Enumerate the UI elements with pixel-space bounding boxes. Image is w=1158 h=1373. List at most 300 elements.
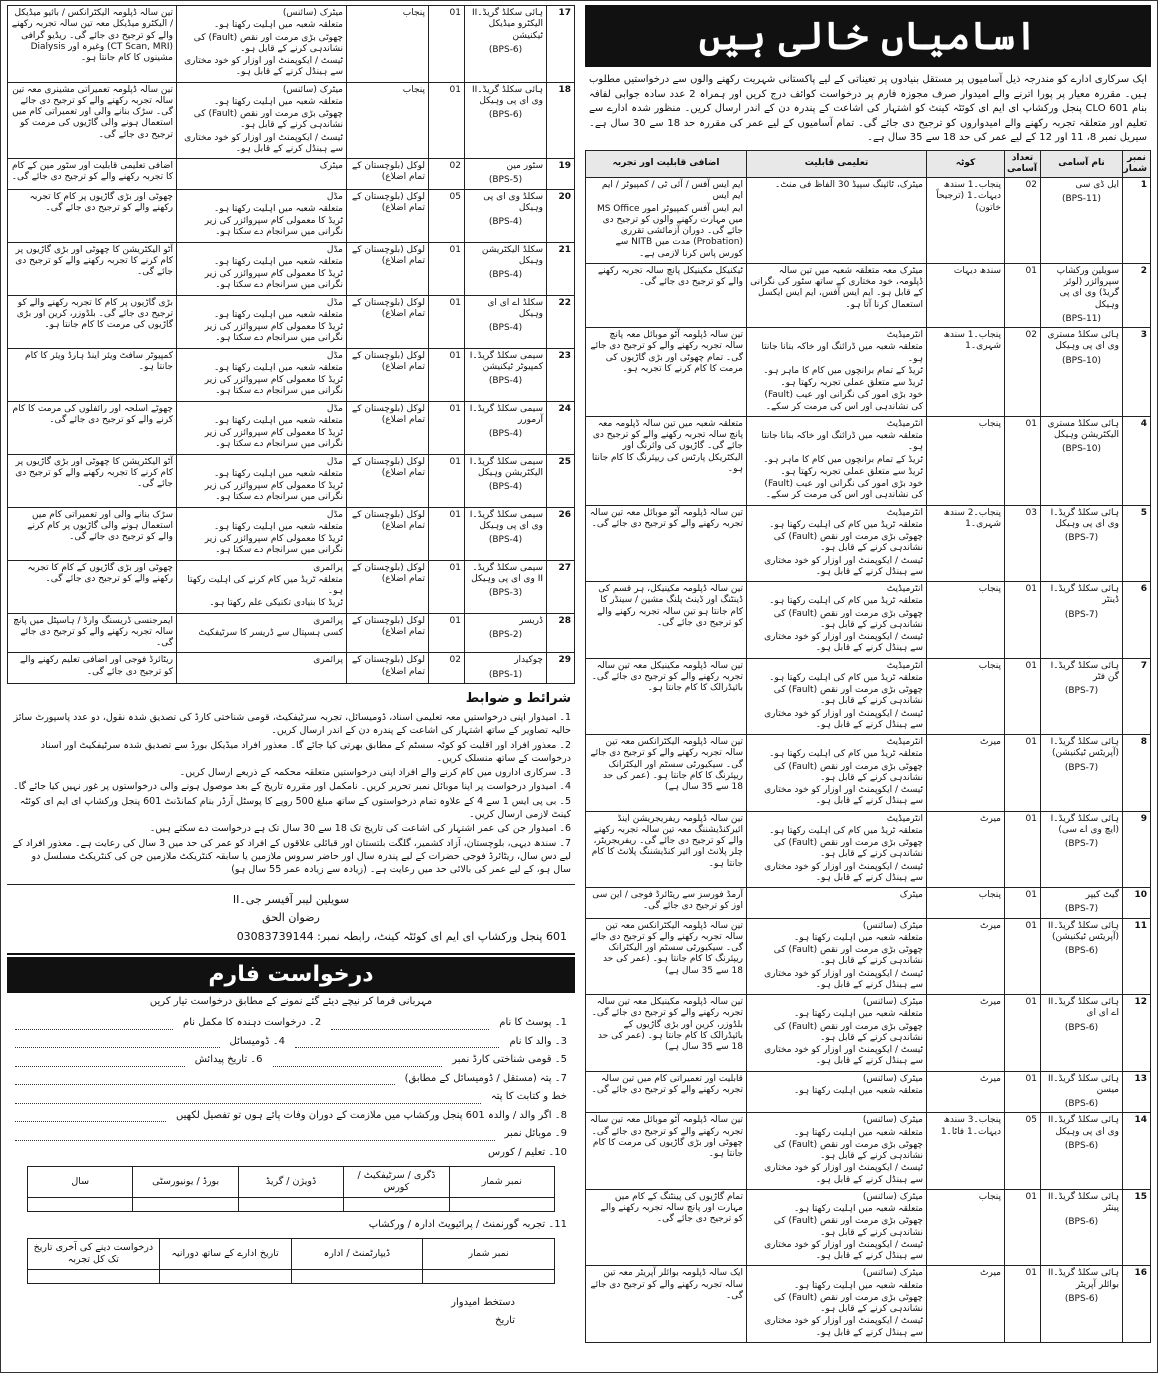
postal-address-label: خط و کتابت کا پتہ bbox=[490, 1091, 567, 1103]
experience-line: ایک سالہ ڈپلومہ بوائلر آپریٹر معہ تین سالہ تجربہ رکھنے والے کو ترجیح دی جائے گی۔ bbox=[590, 1268, 743, 1301]
serial-number: 6 bbox=[1123, 582, 1151, 659]
table-row bbox=[586, 582, 1151, 659]
experience-line: قابلیت اور تعمیراتی کام میں تین سالہ تجربہ رکھنے والے کو ترجیح دی جائے گی۔ bbox=[591, 1073, 743, 1095]
father-name-field[interactable] bbox=[295, 1036, 500, 1048]
bps-scale: (BPS-4) bbox=[488, 535, 523, 545]
experience-cell bbox=[8, 401, 177, 454]
candidate-signature-label: دستخط امیدوار bbox=[451, 1297, 515, 1309]
form-row bbox=[7, 1088, 575, 1107]
post-name: ہائی سکلڈ گریڈ۔II الیکٹرو میڈیکل ٹیکنیشن bbox=[471, 8, 543, 41]
form-row bbox=[7, 1144, 575, 1163]
education-cell bbox=[747, 888, 927, 919]
jobs-table-left bbox=[7, 5, 575, 684]
quota-cell: لوکل (بلوچستان کے تمام اضلاع) bbox=[347, 401, 429, 454]
post-count: 01 bbox=[1005, 995, 1041, 1072]
header-no: نمبر شمار bbox=[1123, 150, 1151, 178]
table-row bbox=[8, 6, 575, 83]
table-row bbox=[586, 658, 1151, 735]
post-name-cell bbox=[465, 189, 547, 242]
post-count: 01 bbox=[1005, 1071, 1041, 1113]
father-name-label: 3۔ والد کا نام bbox=[509, 1035, 567, 1047]
serial-number: 17 bbox=[547, 6, 575, 83]
experience-line: آرمڈ فورسز سے ریٹائرڈ فوجی / این سی اوز کو ترجیح دی جائے گی۔ bbox=[592, 890, 743, 912]
experience-cell bbox=[586, 505, 747, 582]
edu-col-header: بورڈ / یونیورسٹی bbox=[133, 1167, 238, 1198]
edu-cell[interactable] bbox=[238, 1197, 343, 1211]
education-line: ٹریڈ کا معمولی کام سپروائزر کی زیر نگرانی میں سرانجام دے سکتا ہو۔ bbox=[204, 375, 343, 397]
post-name-cell bbox=[1041, 178, 1123, 264]
education-line: متعلقہ شعبہ میں اہلیت رکھتا ہو۔ bbox=[794, 932, 923, 943]
experience-line: ایم ایس آفس / آئی ٹی / کمپیوٹر / ایم ایم ایس bbox=[601, 180, 743, 202]
post-name: ہائی سکلڈ گریڈ۔II وی ای پی وہیکل bbox=[471, 84, 543, 106]
bps-scale: (BPS-10) bbox=[1061, 355, 1102, 366]
quota-cell: پنجاب۔1 سندھ دیہات۔1 (ترجیحاً خاتون) bbox=[927, 178, 1005, 264]
experience-line: تین سالہ ڈپلومہ الیکٹرانکس معہ تین سالہ تجربہ رکھنے والے کو ترجیح دی جائے گی۔ سیکیورٹی سسٹم اور الیکٹرانک ریپئرنگ کا کام جانتا ہو۔ (عمر کی حد 18 سے 35 سال ہے) bbox=[590, 737, 743, 792]
post-name: ہائی سکلڈ گریڈ۔II بوائلر آپریٹر bbox=[1047, 1268, 1119, 1290]
experience-cell bbox=[586, 1113, 747, 1190]
serial-number: 24 bbox=[547, 401, 575, 454]
terms-item: 6۔ امیدوار جن کی عمر اشتہار کی اشاعت کی تاریخ تک 18 سے 30 سال تک ہے درخواست دے سکتے ہیں۔ bbox=[149, 823, 571, 835]
education-line: ٹریڈ کا معمولی کام سپروائزر کی زیر نگرانی میں سرانجام دے سکتا ہو۔ bbox=[204, 534, 343, 556]
table-row bbox=[586, 995, 1151, 1072]
experience-cell bbox=[586, 888, 747, 919]
education-line: متعلقہ شعبہ میں ڈرائنگ اور خاکہ بنانا جانتا ہو۔ bbox=[761, 431, 923, 453]
post-name-cell bbox=[1041, 1189, 1123, 1266]
post-count: 05 bbox=[1005, 1113, 1041, 1190]
experience-line: متعلقہ شعبہ میں تین سالہ ڈپلومہ معہ پانچ سالہ تجربہ رکھنے والے کو ترجیح دی جائے گی۔ گاڑیوں کی وائرنگ اور الیکٹریکل پارٹس کی ریپئرنگ کا کام جانتا ہو۔ bbox=[591, 418, 743, 474]
experience-cell bbox=[586, 178, 747, 264]
signature-block bbox=[7, 885, 575, 955]
serial-number: 27 bbox=[547, 560, 575, 613]
experience-cell bbox=[8, 159, 177, 190]
education-line: انٹرمیڈیٹ bbox=[886, 813, 923, 824]
education-line: ٹریڈ کا معمولی کام سپروائزر کی زیر نگرانی میں سرانجام دے سکتا ہو۔ bbox=[204, 481, 343, 503]
table-row bbox=[8, 613, 575, 653]
education-line: ٹیسٹ / ایکوپمنٹ اور اوزار کو خود مختاری سے ہینڈل کرنے کے قابل ہو۔ bbox=[764, 708, 923, 730]
dob-label: 6۔ تاریخ پیدائش bbox=[194, 1054, 263, 1066]
education-line: متعلقہ شعبہ میں اہلیت رکھتا ہو۔ bbox=[214, 256, 343, 267]
experience-cell bbox=[8, 6, 177, 83]
serial-number: 1 bbox=[1123, 178, 1151, 264]
edu-col-header: ڈویژن / گریڈ bbox=[238, 1167, 343, 1198]
education-line: ٹیسٹ / ایکوپمنٹ اور اوزار کو خود مختاری سے ہینڈل کرنے کے قابل ہو۔ bbox=[764, 1163, 923, 1185]
quota-cell: میرٹ bbox=[927, 1266, 1005, 1343]
post-name-cell bbox=[1041, 263, 1123, 327]
post-name: ہائی سکلڈ مستری وی ای پی وہیکل bbox=[1047, 330, 1119, 352]
post-name: ڈریسر bbox=[519, 615, 543, 626]
header-post: نام آسامی bbox=[1041, 150, 1123, 178]
post-name-field[interactable] bbox=[331, 1018, 489, 1030]
education-line: متعلقہ شعبہ میں اہلیت رکھتا ہو۔ bbox=[214, 20, 343, 31]
education-line: متعلقہ ٹریڈ میں کام کی اہلیت رکھتا ہو۔ bbox=[769, 749, 923, 760]
post-count: 01 bbox=[429, 560, 465, 613]
post-count: 01 bbox=[1005, 811, 1041, 888]
post-name: سکلڈ الیکٹریشن وہیکل bbox=[481, 244, 543, 266]
quota-cell: پنجاب bbox=[927, 1189, 1005, 1266]
experience-cell bbox=[586, 811, 747, 888]
education-line: متعلقہ شعبہ میں اہلیت رکھتا ہو۔ bbox=[214, 468, 343, 479]
serial-number: 3 bbox=[1123, 328, 1151, 417]
left-column bbox=[7, 5, 575, 1366]
education-line: مڈل bbox=[326, 403, 343, 414]
exp-col-header: درخواست دینے کی آخری تاریخ تک کل تجربہ bbox=[28, 1239, 160, 1270]
experience-line: تین سالہ ڈپلومہ آٹو موبائل معہ پانچ سالہ تجربہ رکھنے والے کو ترجیح دی جائے گی۔ تمام چھوٹی اور بڑی گاڑیوں کی مرمت کا کام کرنے کا تجربہ ہو۔ bbox=[590, 330, 743, 374]
table-row bbox=[586, 263, 1151, 327]
table-row bbox=[8, 507, 575, 560]
education-line: میٹرک (سائنس) bbox=[862, 997, 923, 1007]
education-line: انٹرمیڈیٹ bbox=[886, 507, 923, 518]
domicile-label: 4۔ ڈومیسائل bbox=[229, 1035, 285, 1047]
experience-cell bbox=[586, 328, 747, 417]
experience-line: تین سالہ ڈپلومہ آٹو موبائل معہ تین سالہ تجربہ رکھنے والے کو ترجیح دی جائے گی۔ چھوٹی اور بڑی گاڑیوں کی مرمت کا کام جانتا ہو۔ bbox=[589, 1115, 743, 1159]
post-count: 01 bbox=[1005, 582, 1041, 659]
post-name-cell bbox=[465, 653, 547, 684]
parent-service-field[interactable] bbox=[15, 1110, 166, 1122]
education-line: چھوٹی بڑی مرمت اور نقص (Fault) کی نشاندہی کرنے کے قابل ہو۔ bbox=[773, 1216, 923, 1238]
table-row bbox=[586, 1071, 1151, 1113]
education-line: میٹرک (سائنس) bbox=[862, 920, 923, 931]
quota-cell: پنجاب bbox=[927, 416, 1005, 505]
experience-line: تمام گاڑیوں کی پینٹنگ کے کام میں مہارت اور پانچ سالہ تجربہ رکھنے والے کو ترجیح دی جائے گی۔ bbox=[600, 1191, 743, 1225]
serial-number: 28 bbox=[547, 613, 575, 653]
terms-item: 2۔ معذور افراد اور اقلیت کو کوٹہ سسٹم کے مطابق بھرتی کیا جائے گا۔ معذور افراد میڈیکل بورڈ سے تصدیق شدہ سرٹیفکیٹ اور اسناد درخواست کے ساتھ منسلک کریں۔ bbox=[40, 739, 571, 764]
table-row bbox=[8, 348, 575, 401]
post-name: ہائی سکلڈ گریڈ۔I (ایچ وی اے سی) bbox=[1050, 813, 1119, 835]
education-line: ٹریڈ سے متعلق عملی تجربہ رکھتا ہو۔ bbox=[780, 466, 923, 477]
mobile-label: 9۔ موبائل نمبر bbox=[504, 1128, 567, 1140]
edu-cell[interactable] bbox=[449, 1197, 554, 1211]
form-row bbox=[7, 1014, 575, 1033]
serial-number: 19 bbox=[547, 159, 575, 190]
bps-scale: (BPS-11) bbox=[1061, 194, 1102, 205]
post-name-cell bbox=[465, 401, 547, 454]
experience-line: تین سالہ ڈپلومہ الیکٹرانکس / بائیو میڈیکل / الیکٹرو میڈیکل معہ تین سالہ تجربہ رکھنے والے کو ترجیح دی جائے گی۔ ریڈیو گرافی (CT Scan, MRI) وغیرہ اور Dialysis مشینوں کا کام جانتا ہو۔ bbox=[11, 8, 173, 63]
education-line: متعلقہ شعبہ میں اہلیت رکھتا ہو۔ bbox=[794, 1204, 923, 1214]
education-line: میٹرک bbox=[899, 890, 923, 900]
quota-cell: پنجاب bbox=[927, 582, 1005, 659]
quota-cell: لوکل (بلوچستان کے تمام اضلاع) bbox=[347, 295, 429, 348]
edu-cell[interactable] bbox=[133, 1197, 238, 1211]
post-name-cell bbox=[1041, 328, 1123, 417]
domicile-field[interactable] bbox=[15, 1036, 220, 1048]
education-label: 10۔ تعلیم / کورس bbox=[487, 1146, 567, 1158]
header-edu: تعلیمی قابلیت bbox=[747, 150, 927, 178]
education-line: چھوٹی بڑی مرمت اور نقص (Fault) کی نشاندہی کرنے کے قابل ہو۔ bbox=[773, 838, 923, 860]
bps-scale: (BPS-4) bbox=[488, 482, 523, 492]
post-name: ہائی سکلڈ گریڈ۔I گن فٹر bbox=[1050, 660, 1119, 682]
experience-cell bbox=[586, 416, 747, 505]
postal-address-field[interactable] bbox=[15, 1092, 481, 1104]
post-name-cell bbox=[1041, 811, 1123, 888]
post-name: ہائی سکلڈ گریڈ۔I وی ای پی وہیکل bbox=[1050, 507, 1119, 529]
education-cell bbox=[747, 505, 927, 582]
signatory-address: 601 پنجل ورکشاپ ای ایم ای کوئٹہ کینٹ، رابطہ نمبر: 03083739144 bbox=[236, 929, 567, 943]
post-name: گیٹ کیپر bbox=[1085, 890, 1119, 900]
application-form-subtitle: مہربانی فرما کر نیچے دیئے گئے نمونے کے مطابق درخواست تیار کریں bbox=[149, 995, 433, 1007]
serial-number: 4 bbox=[1123, 416, 1151, 505]
education-line: میٹرک معہ متعلقہ شعبہ میں تین سالہ ڈپلومہ، خود مختاری کے ساتھ سٹور کی نگرانی کے قابل ہو۔ ایم ایس آفس، ایم ایس ایکسل استعمال کرنا آتا ہو۔ bbox=[750, 265, 923, 310]
post-count: 01 bbox=[429, 401, 465, 454]
exp-col-header: ڈیپارٹمنٹ / ادارہ bbox=[291, 1239, 423, 1270]
education-line: مڈل bbox=[326, 297, 343, 308]
cnic-field[interactable] bbox=[273, 1055, 443, 1067]
education-cell bbox=[747, 995, 927, 1072]
experience-cell bbox=[8, 295, 177, 348]
education-line: خود بڑی امور کی نگرانی اور عیب (Fault) کی نشاندہی اور اس کی مرمت کر سکے۔ bbox=[764, 479, 923, 501]
education-cell bbox=[747, 811, 927, 888]
bps-scale: (BPS-7) bbox=[1064, 686, 1099, 696]
experience-cell bbox=[586, 995, 747, 1072]
table-row bbox=[586, 735, 1151, 812]
education-line: مڈل bbox=[326, 509, 343, 520]
parent-service-label: 8۔ اگر والد / والدہ 601 پنجل ورکشاپ میں ملازمت کے دوران وفات پائے ہوں تو تفصیل لکھیں bbox=[175, 1109, 567, 1121]
education-line: میٹرک (سائنس) bbox=[862, 1115, 923, 1126]
post-name: سیمی سکلڈ گریڈ۔I وی ای پی وہیکل bbox=[469, 509, 543, 531]
table-row bbox=[586, 505, 1151, 582]
education-line: چھوٹی بڑی مرمت اور نقص (Fault) کی نشاندہی کرنے کے قابل ہو۔ bbox=[193, 109, 343, 131]
post-count: 01 bbox=[429, 82, 465, 159]
education-line: متعلقہ ٹریڈ میں کام کی اہلیت رکھتا ہو۔ bbox=[769, 519, 923, 530]
signature-area bbox=[7, 1288, 575, 1330]
education-line: متعلقہ شعبہ میں اہلیت رکھتا ہو۔ bbox=[794, 1127, 923, 1138]
education-line: ٹیسٹ / ایکوپمنٹ اور اوزار کو خود مختاری سے ہینڈل کرنے کے قابل ہو۔ bbox=[764, 968, 923, 990]
post-name-cell bbox=[1041, 888, 1123, 919]
exp-cell[interactable] bbox=[423, 1270, 555, 1284]
post-name: ہائی سکلڈ گریڈ۔II پینٹر bbox=[1047, 1191, 1119, 1213]
education-cell bbox=[747, 658, 927, 735]
edu-col-header: سال bbox=[28, 1167, 133, 1198]
form-row bbox=[7, 1051, 575, 1070]
education-line: چھوٹی بڑی مرمت اور نقص (Fault) کی نشاندہی کرنے کے قابل ہو۔ bbox=[773, 761, 923, 783]
post-name: ایل ڈی سی bbox=[1075, 180, 1119, 190]
experience-cell bbox=[8, 189, 177, 242]
post-count: 01 bbox=[429, 507, 465, 560]
quota-cell: لوکل (بلوچستان کے تمام اضلاع) bbox=[347, 159, 429, 190]
education-cell bbox=[177, 348, 347, 401]
experience-line: تین سالہ ڈپلومہ مکینیکل معہ تین سالہ تجربہ رکھنے والے کو ترجیح دی جائے گی۔ بائیڈرالک کا کام جانتا ہو۔ bbox=[591, 660, 743, 693]
experience-cell bbox=[8, 613, 177, 653]
signatory-name: رضوان الحق bbox=[262, 911, 320, 925]
post-name-cell bbox=[1041, 918, 1123, 995]
experience-line: اضافی تعلیمی قابلیت اور سٹور مین کے کام کا تجربہ رکھنے والے کو ترجیح دی جائے گی۔ bbox=[11, 161, 173, 183]
education-line: ٹریڈ کے تمام برانچوں میں کام کا ماہر ہو۔ bbox=[763, 454, 923, 465]
post-name: ہائی سکلڈ گریڈ۔I (آپریٹس ٹیکنیشن) bbox=[1050, 737, 1119, 759]
experience-label: 11۔ تجربہ گورنمنٹ / پرائیویٹ ادارہ / ورکشاپ bbox=[368, 1218, 567, 1230]
post-name-cell bbox=[465, 348, 547, 401]
table-row bbox=[586, 328, 1151, 417]
post-name-cell bbox=[1041, 1113, 1123, 1190]
experience-line: بڑی گاڑیوں پر کام کا تجربہ رکھنے والے کو ترجیح دی جائے گی۔ بلڈوزر، کرین اور بڑی گاڑیوں کی مرمت کا کام جانتا ہو۔ bbox=[16, 297, 173, 330]
post-name-cell bbox=[465, 242, 547, 295]
table-row bbox=[8, 560, 575, 613]
table-row bbox=[8, 242, 575, 295]
post-name-cell bbox=[1041, 1266, 1123, 1343]
education-line: انٹرمیڈیٹ bbox=[886, 660, 923, 671]
quota-cell: میرٹ bbox=[927, 735, 1005, 812]
post-name-cell bbox=[1041, 658, 1123, 735]
table-row bbox=[586, 811, 1151, 888]
education-line: متعلقہ شعبہ میں اہلیت رکھتا ہو۔ bbox=[214, 309, 343, 320]
bps-scale: (BPS-7) bbox=[1064, 904, 1099, 915]
post-name: سکلڈ اے ای ای وہیکل bbox=[487, 297, 543, 319]
serial-number: 11 bbox=[1123, 918, 1151, 995]
edu-col-header: نمبر شمار bbox=[449, 1167, 554, 1198]
jobs-body-left bbox=[8, 6, 575, 684]
education-line: چھوٹی بڑی مرمت اور نقص (Fault) کی نشاندہی کرنے کے قابل ہو۔ bbox=[773, 1021, 923, 1043]
education-line: پرائمری bbox=[313, 615, 343, 626]
post-name-cell bbox=[465, 507, 547, 560]
post-count: 02 bbox=[429, 159, 465, 190]
applicant-name-field[interactable] bbox=[15, 1018, 173, 1030]
quota-cell: پنجاب۔2 سندھ شہری۔1 bbox=[927, 505, 1005, 582]
quota-cell: لوکل (بلوچستان کے تمام اضلاع) bbox=[347, 242, 429, 295]
address-field[interactable] bbox=[15, 1073, 395, 1085]
education-line: ٹیسٹ / ایکوپمنٹ اور اوزار کو خود مختاری سے ہینڈل کرنے کے قابل ہو۔ bbox=[764, 861, 923, 883]
post-name-cell bbox=[465, 560, 547, 613]
edu-cell[interactable] bbox=[344, 1197, 449, 1211]
education-line: مڈل bbox=[326, 191, 343, 202]
form-row bbox=[7, 1125, 575, 1144]
table-row bbox=[8, 159, 575, 190]
dob-field[interactable] bbox=[15, 1055, 185, 1067]
form-row bbox=[7, 1033, 575, 1052]
post-count: 01 bbox=[1005, 416, 1041, 505]
edu-col-header: ڈگری / سرٹیفکیٹ / کورس bbox=[344, 1167, 449, 1198]
education-line: متعلقہ شعبہ میں اہلیت رکھتا ہو۔ bbox=[214, 415, 343, 426]
education-cell bbox=[747, 1113, 927, 1190]
table-row bbox=[8, 295, 575, 348]
bps-scale: (BPS-3) bbox=[488, 588, 523, 598]
post-name: سویلین ورکشاپ سپروائزر (لوئر گریڈ) وی ای پی وہیکل bbox=[1056, 265, 1119, 310]
post-name: ہائی سکلڈ گریڈ۔II میسن bbox=[1047, 1073, 1119, 1095]
experience-cell bbox=[586, 918, 747, 995]
serial-number: 16 bbox=[1123, 1266, 1151, 1343]
bps-scale: (BPS-6) bbox=[1064, 1293, 1099, 1304]
education-table bbox=[27, 1166, 555, 1212]
table-row bbox=[8, 454, 575, 507]
experience-cell bbox=[8, 454, 177, 507]
post-count: 01 bbox=[1005, 735, 1041, 812]
serial-number: 8 bbox=[1123, 735, 1151, 812]
experience-line: کمپیوٹر سافٹ ویئر اینڈ ہارڈ ویئر کا کام جانتا ہو۔ bbox=[25, 350, 173, 372]
exp-col-header: نمبر شمار bbox=[423, 1239, 555, 1270]
education-line: ٹریڈ کے تمام برانچوں میں کام کا ماہر ہو۔ bbox=[763, 365, 923, 376]
bps-scale: (BPS-6) bbox=[1064, 1140, 1099, 1151]
quota-cell: میرٹ bbox=[927, 811, 1005, 888]
education-line: چھوٹی بڑی مرمت اور نقص (Fault) کی نشاندہی کرنے کے قابل ہو۔ bbox=[773, 608, 923, 630]
bps-scale: (BPS-6) bbox=[1064, 1022, 1099, 1033]
education-line: متعلقہ شعبہ میں اہلیت رکھتا ہو۔ bbox=[214, 203, 343, 214]
post-name-cell bbox=[1041, 995, 1123, 1072]
table-row bbox=[586, 888, 1151, 919]
education-cell bbox=[177, 189, 347, 242]
bps-scale: (BPS-5) bbox=[488, 175, 523, 186]
applicant-name-label: 2۔ درخواست دہندہ کا مکمل نام bbox=[183, 1017, 322, 1029]
education-line: چھوٹی بڑی مرمت اور نقص (Fault) کی نشاندہی کرنے کے قابل ہو۔ bbox=[773, 1292, 923, 1314]
experience-line: چھوٹے اسلحہ اور رائفلوں کی مرمت کا کام کرنے والے کو ترجیح دی جائے گی۔ bbox=[12, 403, 173, 425]
serial-number: 7 bbox=[1123, 658, 1151, 735]
terms-title: شرائط و ضوابط bbox=[465, 690, 571, 706]
experience-line: ایم ایس آفس کمپیوٹر امور MS Office میں مہارت رکھنے والوں کو ترجیح دی جائے گی۔ دوران آزمائشی تقرری (Probation) مدت میں NITB سے کورس پاس کرنا لازمی ہے۔ bbox=[596, 203, 743, 259]
post-count: 01 bbox=[1005, 888, 1041, 919]
education-line: ٹیسٹ / ایکوپمنٹ اور اوزار کو خود مختاری سے ہینڈل کرنے کے قابل ہو۔ bbox=[184, 132, 343, 154]
education-line: ٹیسٹ / ایکوپمنٹ اور اوزار کو خود مختاری سے ہینڈل کرنے کے قابل ہو۔ bbox=[764, 632, 923, 654]
bps-scale: (BPS-6) bbox=[488, 44, 523, 55]
quota-cell: میرٹ bbox=[927, 1071, 1005, 1113]
education-cell bbox=[747, 1266, 927, 1343]
page-banner bbox=[585, 5, 1151, 67]
post-name-label: 1۔ پوسٹ کا نام bbox=[499, 1017, 567, 1029]
right-column bbox=[585, 5, 1151, 1366]
bps-scale: (BPS-6) bbox=[488, 110, 523, 120]
exp-cell[interactable] bbox=[28, 1270, 160, 1284]
quota-cell: میرٹ bbox=[927, 918, 1005, 995]
serial-number: 26 bbox=[547, 507, 575, 560]
exp-cell[interactable] bbox=[159, 1270, 291, 1284]
education-cell bbox=[747, 735, 927, 812]
education-line: متعلقہ شعبہ میں اہلیت رکھتا ہو۔ bbox=[794, 1009, 923, 1020]
post-name-cell bbox=[465, 159, 547, 190]
bps-scale: (BPS-7) bbox=[1064, 533, 1099, 543]
bps-scale: (BPS-4) bbox=[488, 376, 523, 386]
form-row bbox=[7, 1070, 575, 1089]
experience-cell bbox=[8, 82, 177, 159]
bps-scale: (BPS-7) bbox=[1064, 762, 1099, 773]
form-row bbox=[7, 1216, 575, 1235]
experience-line: تین سالہ ڈپلومہ آٹو موبائل معہ تین سالہ تجربہ رکھنے والے کو ترجیح دی جائے گی۔ bbox=[589, 507, 743, 529]
education-line: چھوٹی بڑی مرمت اور نقص (Fault) کی نشاندہی کرنے کے قابل ہو۔ bbox=[773, 685, 923, 707]
education-cell bbox=[747, 1071, 927, 1113]
experience-cell bbox=[586, 1189, 747, 1266]
serial-number: 10 bbox=[1123, 888, 1151, 919]
post-name-cell bbox=[1041, 505, 1123, 582]
post-count: 02 bbox=[1005, 178, 1041, 264]
education-cell bbox=[177, 454, 347, 507]
post-name: سیمی سکلڈ گریڈ۔I کمپیوٹر ٹیکنیشن bbox=[469, 350, 543, 372]
experience-line: تین سالہ ڈپلومہ ریفریجریشن اینڈ ائیرکنڈیشننگ معہ تین سالہ تجربہ رکھنے والے کو ترجیح دی جائے گی۔ ریفریجریٹر، چلر پلانٹ اور ائیر کنڈیشننگ پلانٹ کا کام جانتا ہو۔ bbox=[591, 813, 743, 869]
bps-scale: (BPS-11) bbox=[1061, 313, 1102, 324]
header-quota: کوٹہ bbox=[927, 150, 1005, 178]
post-count: 01 bbox=[429, 613, 465, 653]
post-count: 01 bbox=[1005, 918, 1041, 995]
education-line: خود بڑی امور کی نگرانی اور عیب (Fault) کی نشاندہی اور اس کی مرمت کر سکے۔ bbox=[764, 390, 923, 412]
bps-scale: (BPS-4) bbox=[488, 270, 523, 280]
post-name-cell bbox=[465, 613, 547, 653]
edu-cell[interactable] bbox=[28, 1197, 133, 1211]
post-count: 02 bbox=[1005, 328, 1041, 417]
serial-number: 25 bbox=[547, 454, 575, 507]
education-line: ٹیسٹ / ایکوپمنٹ اور اوزار کو خود مختاری سے ہینڈل کرنے کے قابل ہو۔ bbox=[764, 1239, 923, 1261]
quota-cell: پنجاب bbox=[927, 658, 1005, 735]
education-line: متعلقہ ٹریڈ میں کام کی اہلیت رکھتا ہو۔ bbox=[769, 825, 923, 836]
mobile-field[interactable] bbox=[15, 1129, 495, 1141]
post-name-cell bbox=[1041, 582, 1123, 659]
education-cell bbox=[177, 560, 347, 613]
education-line: ٹیسٹ / ایکوپمنٹ اور اوزار کو خود مختاری سے ہینڈل کرنے کے قابل ہو۔ bbox=[764, 1045, 923, 1067]
post-name: سکلڈ وی ای پی وہیکل bbox=[483, 191, 543, 213]
education-line: مڈل bbox=[326, 244, 343, 255]
education-line: ٹیسٹ / ایکوپمنٹ اور اوزار کو خود مختاری سے ہینڈل کرنے کے قابل ہو۔ bbox=[184, 56, 343, 78]
exp-cell[interactable] bbox=[291, 1270, 423, 1284]
quota-cell: لوکل (بلوچستان کے تمام اضلاع) bbox=[347, 348, 429, 401]
quota-cell: لوکل (بلوچستان کے تمام اضلاع) bbox=[347, 507, 429, 560]
education-line: میٹرک، ٹائپنگ سپیڈ 30 الفاظ فی منٹ۔ bbox=[774, 180, 923, 190]
experience-cell bbox=[8, 653, 177, 684]
exp-col-header: تاریخ ادارے کے ساتھ دورانیہ bbox=[159, 1239, 291, 1270]
education-line: متعلقہ ٹریڈ میں کام کی اہلیت رکھتا ہو۔ bbox=[769, 672, 923, 683]
education-line: انٹرمیڈیٹ bbox=[886, 418, 923, 429]
bps-scale: (BPS-10) bbox=[1061, 444, 1102, 455]
